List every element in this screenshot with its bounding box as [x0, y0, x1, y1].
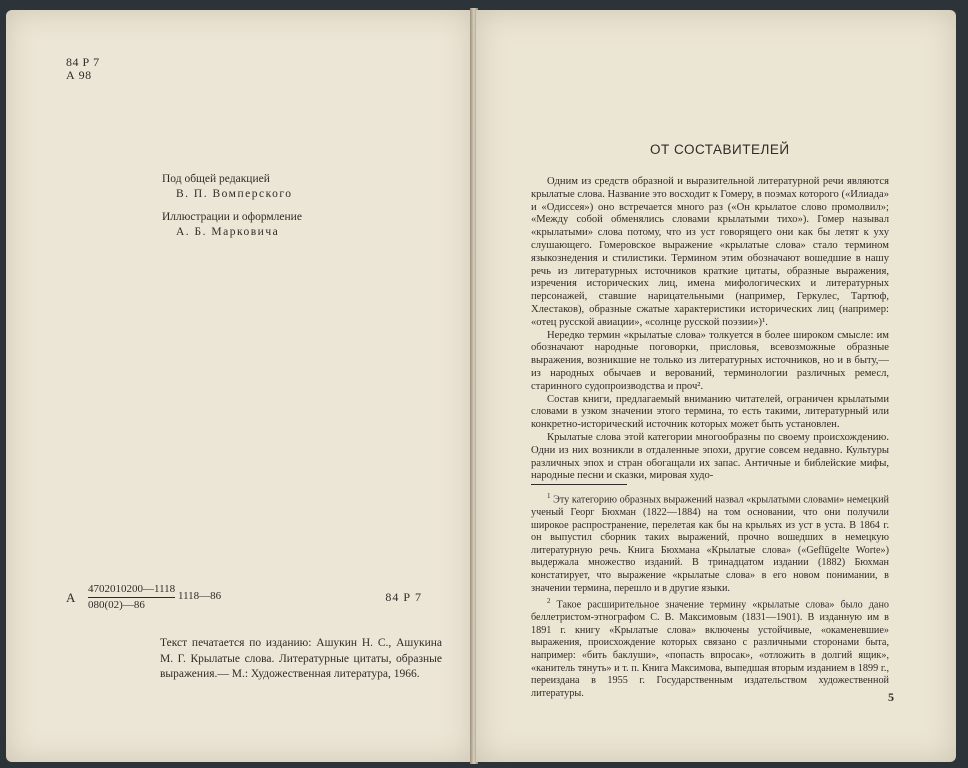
index-bbk: 84 Р 7 — [385, 590, 422, 604]
paragraph: Одним из средств образной и выразительной литературной речи являются крылатые слова. Название это восходит к Гомеру, в поэмах которого («Илиада» и «Одиссея») оно встречается много раз («Он крылатое слово промолвил»; «Между собой обменялись словами крылатыми тихо»). Гомер называл «крылатыми» слова потому, что из уст говорящего они как бы летят к уху слушающего. Гомеровское выражение «крылатые слова» стало термином языкознедения и стилистики. Термином этим обозначают вошедшие в нашу речь из литературных источников краткие цитаты, образные выражения, изречения исторических лиц, имена мифологических и литературных персонажей, ставшие нарицательными (например, Геркулес, Тартюф, Хлестаков), образные сжатые характеристики исторических лиц (например: «отец русской авиации», «солнце русской поэзии»)¹. — [531, 176, 889, 328]
editor-name: В. П. Вомперского — [176, 188, 293, 200]
index-denominator: 080(02)—86 — [88, 599, 145, 611]
page-number: 5 — [888, 690, 894, 704]
footnote — [531, 595, 889, 700]
paragraph: Нередко термин «крылатые слова» толкуется в более широком смысле: им обозначают народные поговорки, присловья, всевозможные образные выражения, возникшие не только из литературных источников, но и в быту,— из народных обычаев и верований, терминологии различных ремесл, старинного судопроизводства и проч². — [531, 329, 889, 392]
page-title: ОТ СОСТАВИТЕЛЕЙ — [650, 142, 790, 157]
footnote-mark: 1 — [547, 492, 551, 500]
editor-label: Под общей редакцией — [162, 173, 270, 185]
index-letter: А — [66, 590, 76, 605]
footnote-text: Такое расширительное значение термину «крылатые слова» было дано беллетристом-этнографом С. В. Максимовым (1831—1901). В изданную им в 1891 г. книгу «Крылатые слова» включены устойчивые, «окаменевшие» выражения, происхождение которых связано с различными сторонами быта, например: «бить баклуши», «попасть впросак», «отложить в долгий ящик», «канитель тянуть» и т. п. Книга Максимова, выпедшая вторым изданием в 1899 г., переиздана в 1955 г. Государственным издательством художественной литературы. — [531, 599, 889, 699]
footnote-divider — [531, 484, 627, 485]
index-fraction — [88, 582, 175, 612]
body-text — [531, 176, 889, 483]
index-tail: 1118—86 — [178, 590, 222, 602]
paragraph: Состав книги, предлагаемый вниманию читателей, ограничен крылатыми словами в узком значении этого термина, то есть такими, литературный или конкретно-исторический источник которых может быть установлен. — [531, 393, 889, 431]
index-numerator: 4702010200—1118 — [88, 582, 175, 598]
illustrator-name: А. Б. Марковича — [176, 226, 280, 238]
publication-index — [66, 582, 456, 622]
footnotes — [531, 490, 889, 700]
credits-block — [162, 172, 382, 240]
source-note: Текст печатается по изданию: Ашукин Н. С., Ашукина М. Г. Крылатые слова. Литературные цитаты, образные выражения.— М.: Художественная литература, 1966. — [160, 637, 442, 680]
footnote — [531, 490, 889, 595]
bbk-code — [66, 56, 100, 82]
illustrator-label: Иллюстрации и оформление — [162, 211, 302, 223]
bbk-line: 84 Р 7 — [66, 55, 100, 69]
paragraph: Крылатые слова этой категории многообразны по своему происхождению. Одни из них возникли в отдаленные эпохи, другие совсем недавно. Культуры различных эпох и стран обогащали их запас. Античные и библейские мифы, народные песни и сказки, мировая худо- — [531, 431, 889, 482]
footnote-mark: 2 — [547, 597, 551, 606]
bbk-line: А 98 — [66, 68, 92, 82]
footnote-text: Эту категорию образных выражений назвал «крылатыми словами» немецкий ученый Георг Бюхман (1822—1884) на том основании, что они получили широкое распространение, перелетая как бы на крыльях из уст в уста. В 1864 г. он выпустил сборник таких выражений, прочно вошедших в немецкую литературную речь. Книга Бюхмана «Крылатые слова» («Geflügelte Worte») выдержала множество изданий. В тринадцатом издании (1882) Бюхман констатирует, что выражение «крылатые слова» в его новом понимании, в значении термина, перешло и в другие языки. — [531, 494, 890, 594]
